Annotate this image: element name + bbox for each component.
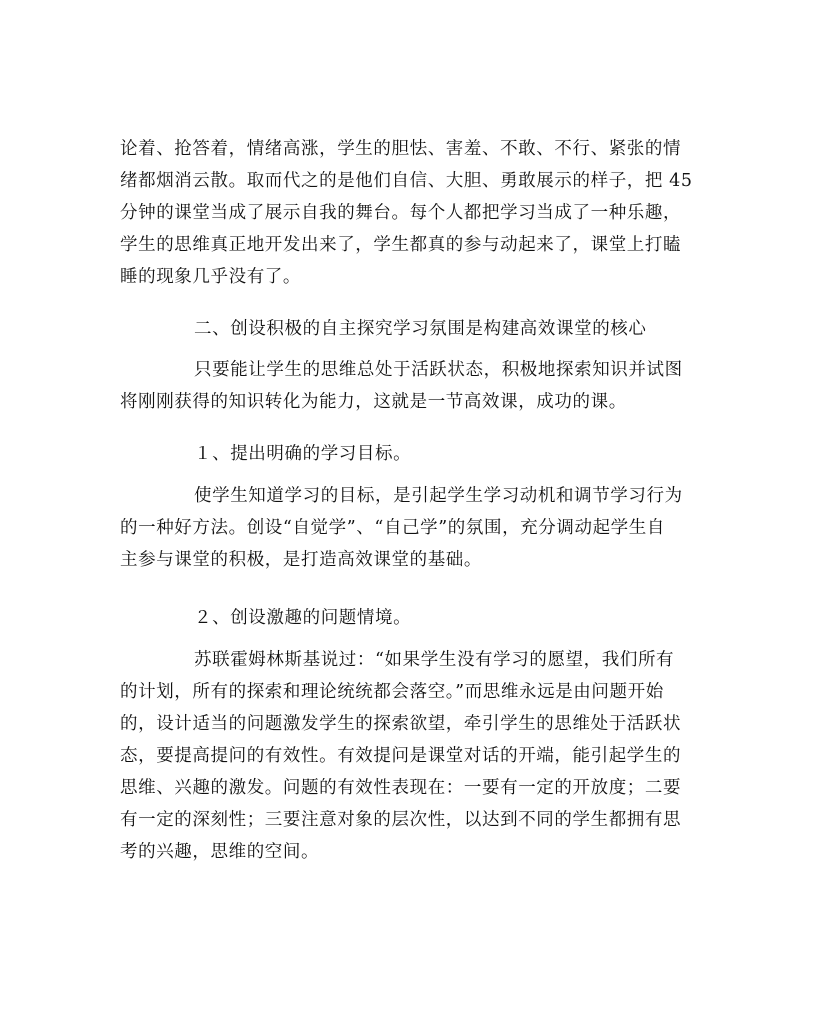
text-line: 将刚刚获得的知识转化为能力，这就是一节高效课，成功的课。 (120, 392, 627, 412)
text-line: 态，要提高提问的有效性。有效提问是课堂对话的开端，能引起学生的 (120, 746, 682, 766)
heading-text: 二、创设积极的自主探究学习氛围是构建高效课堂的核心 (194, 319, 647, 339)
text-line: 的，设计适当的问题激发学生的探索欲望，牵引学生的思维处于活跃状 (120, 714, 682, 734)
item-text: ２、创设激趣的问题情境。 (194, 608, 412, 628)
text-line: 学生的思维真正地开发出来了，学生都真的参与动起来了，课堂上打瞌 (120, 235, 682, 255)
paragraph (120, 644, 698, 868)
text-line: 思维、兴趣的激发。问题的有效性表现在：一要有一定的开放度；二要 (120, 778, 682, 798)
item-text: １、提出明确的学习目标。 (194, 444, 412, 464)
section-heading (120, 313, 698, 345)
text-line: 睡的现象几乎没有了。 (120, 267, 301, 287)
text-line: 只要能让学生的思维总处于活跃状态，积极地探索知识并试图 (194, 360, 683, 380)
text-line: 的一种好方法。创设“自觉学”、“自己学”的氛围，充分调动起学生自 (120, 518, 665, 538)
paragraph (120, 354, 698, 418)
paragraph (120, 480, 698, 576)
text-line: 苏联霍姆林斯基说过：“如果学生没有学习的愿望，我们所有 (194, 650, 675, 670)
numbered-item (120, 438, 698, 470)
text-line: 绪都烟消云散。取而代之的是他们自信、大胆、勇敢展示的样子，把 45 (120, 171, 693, 191)
text-line: 分钟的课堂当成了展示自我的舞台。每个人都把学习当成了一种乐趣， (120, 203, 682, 223)
text-line: 的计划，所有的探索和理论统统都会落空。”而思维永远是由问题开始 (120, 682, 664, 702)
text-line: 主参与课堂的积极，是打造高效课堂的基础。 (120, 550, 482, 570)
numbered-item (120, 602, 698, 634)
text-line: 考的兴趣，思维的空间。 (120, 842, 320, 862)
text-line: 论着、抢答着，情绪高涨，学生的胆怯、害羞、不敢、不行、紧张的情 (120, 139, 682, 159)
text-line: 有一定的深刻性；三要注意对象的层次性，以达到不同的学生都拥有思 (120, 810, 682, 830)
text-line: 使学生知道学习的目标，是引起学生学习动机和调节学习行为 (194, 486, 683, 506)
paragraph (120, 133, 698, 293)
